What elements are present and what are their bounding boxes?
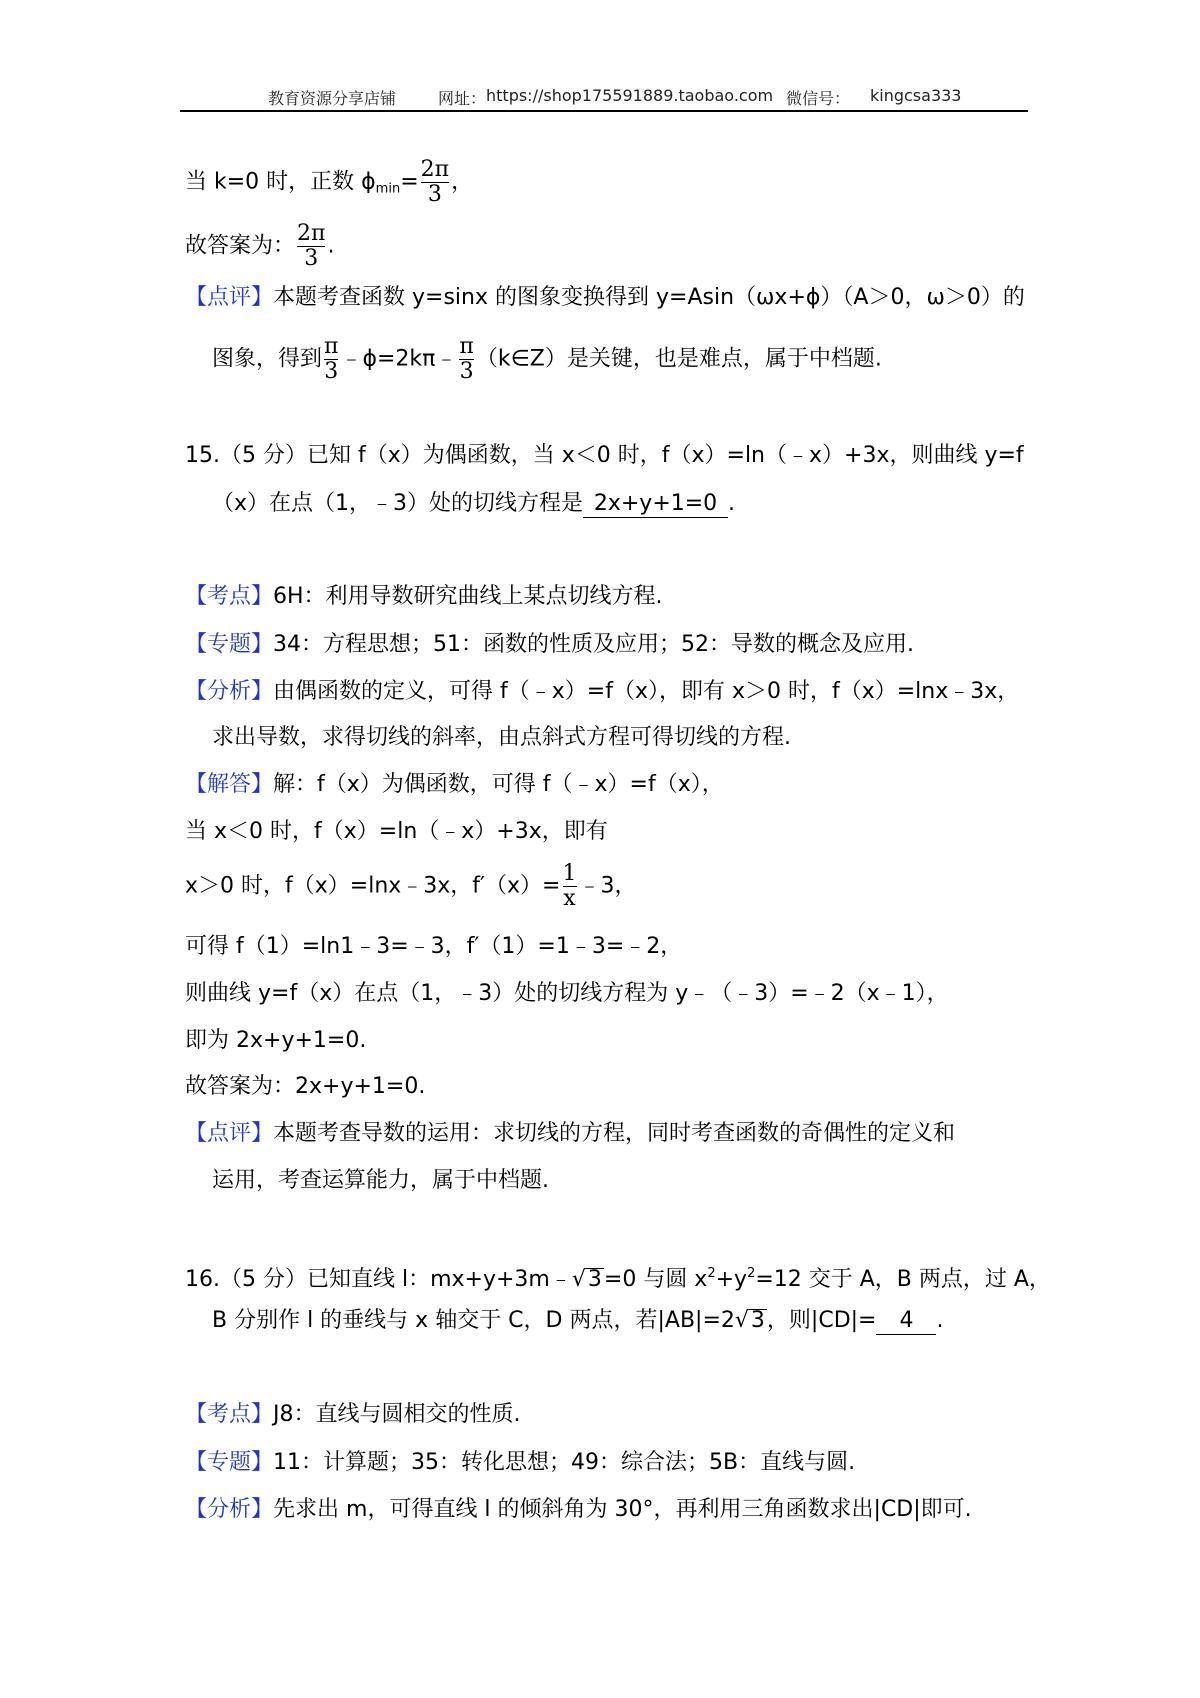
q15-fenxi-line2: 求出导数，求得切线的斜率，由点斜式方程可得切线的方程.	[212, 725, 791, 750]
q15-zhuanti: 【专题】34：方程思想；51：函数的性质及应用；52：导数的概念及应用.	[185, 632, 914, 657]
q15-solution-4: 可得 f（1）=ln1﹣3=﹣3，f′（1）=1﹣3=﹣2，	[185, 934, 683, 959]
q15-solution-2: 当 x＜0 时，f（x）=ln（﹣x）+3x，即有	[185, 819, 608, 844]
wechat-id: kingcsa333	[870, 86, 962, 105]
q15-jieda: 【解答】解：f（x）为偶函数，可得 f（﹣x）=f（x），	[185, 772, 724, 797]
q14-review-line2: 图象，得到 $\frac{\pi}{3}$ ﹣ϕ=2kπ﹣ $\frac{\pi}{3}$ （k∈Z）是关键，也是难点，属于中档题.	[212, 334, 882, 384]
q16-fenxi: 【分析】先求出 m，可得直线 l 的倾斜角为 30°，再利用三角函数求出|CD|即可.	[185, 1497, 972, 1522]
q15-stem-line1: 15.（5 分）已知 f（x）为偶函数，当 x＜0 时，f（x）=ln（﹣x）+3x，则曲线 y=f	[185, 443, 1024, 468]
q14-review-line1: 【点评】本题考查函数 y=sinx 的图象变换得到 y=Asin（ωx+ϕ）（A＞0，ω＞0）的	[185, 285, 1025, 310]
url-label: 网址：	[438, 89, 487, 108]
q15-solution-7: 故答案为：2x+y+1=0.	[185, 1074, 426, 1099]
q15-solution-5: 则曲线 y=f（x）在点（1，﹣3）处的切线方程为 y﹣（﹣3）=﹣2（x﹣1），	[185, 981, 949, 1006]
shop-url[interactable]: https://shop175591889.taobao.com	[486, 86, 774, 105]
q16-kaodian: 【考点】J8：直线与圆相交的性质.	[185, 1402, 521, 1427]
shop-name: 教育资源分享店铺	[268, 89, 397, 108]
q14-answer-line: 故答案为： $\frac{2\pi}{3}$ .	[185, 221, 335, 271]
q15-dianping-line1: 【点评】本题考查导数的运用：求切线的方程，同时考查函数的奇偶性的定义和	[185, 1121, 956, 1146]
review-tag: 【点评】	[185, 285, 274, 310]
q15-stem-line2: （x）在点（1，﹣3）处的切线方程是 2x+y+1=0 .	[212, 491, 736, 516]
wechat-label: 微信号：	[786, 89, 851, 108]
q16-answer-blank: 4	[876, 1308, 936, 1335]
q15-solution-6: 即为 2x+y+1=0.	[185, 1028, 367, 1053]
fraction-2pi-3-answer: $\frac{2\pi}{3}$	[297, 221, 326, 271]
page-header	[180, 86, 1028, 112]
q15-kaodian: 【考点】6H：利用导数研究曲线上某点切线方程.	[185, 584, 663, 609]
q15-solution-3: x＞0 时，f（x）=lnx﹣3x，f′（x）= $\frac{1}{x}$ ﹣3，	[185, 861, 637, 911]
fraction-pi-3: $\frac{\pi}{3}$	[324, 334, 339, 384]
q16-stem-line1: 16.（5 分）已知直线 l：mx+y+3m﹣√3=0 与圆 $x^2+y^2=12$ 交于 A，B 两点，过 A，	[185, 1259, 1051, 1295]
header-divider	[180, 110, 1028, 112]
sqrt-3: √3	[571, 1267, 602, 1292]
q14-min-line: 当 k=0 时，正数 $\phi_{min}=$ $\frac{2\pi}{3}$ ，	[185, 157, 474, 207]
q16-zhuanti: 【专题】11：计算题；35：转化思想；49：综合法；5B：直线与圆.	[185, 1450, 856, 1475]
q15-fenxi-line1: 【分析】由偶函数的定义，可得 f（﹣x）=f（x），即有 x＞0 时，f（x）=lnx﹣3x，	[185, 679, 1020, 704]
q16-stem-line2: B 分别作 l 的垂线与 x 轴交于 C，D 两点，若|AB|=2√3，则|CD|= 4 .	[212, 1306, 943, 1336]
q15-dianping-line2: 运用，考查运算能力，属于中档题.	[212, 1168, 549, 1193]
q15-answer-blank: 2x+y+1=0	[583, 491, 728, 518]
fraction-1-x: $\frac{1}{x}$	[562, 861, 577, 911]
sqrt-3-b: √3	[734, 1308, 765, 1333]
fraction-2pi-3: $\frac{2\pi}{3}$	[420, 157, 450, 207]
fraction-pi-3-b: $\frac{\pi}{3}$	[459, 334, 474, 384]
